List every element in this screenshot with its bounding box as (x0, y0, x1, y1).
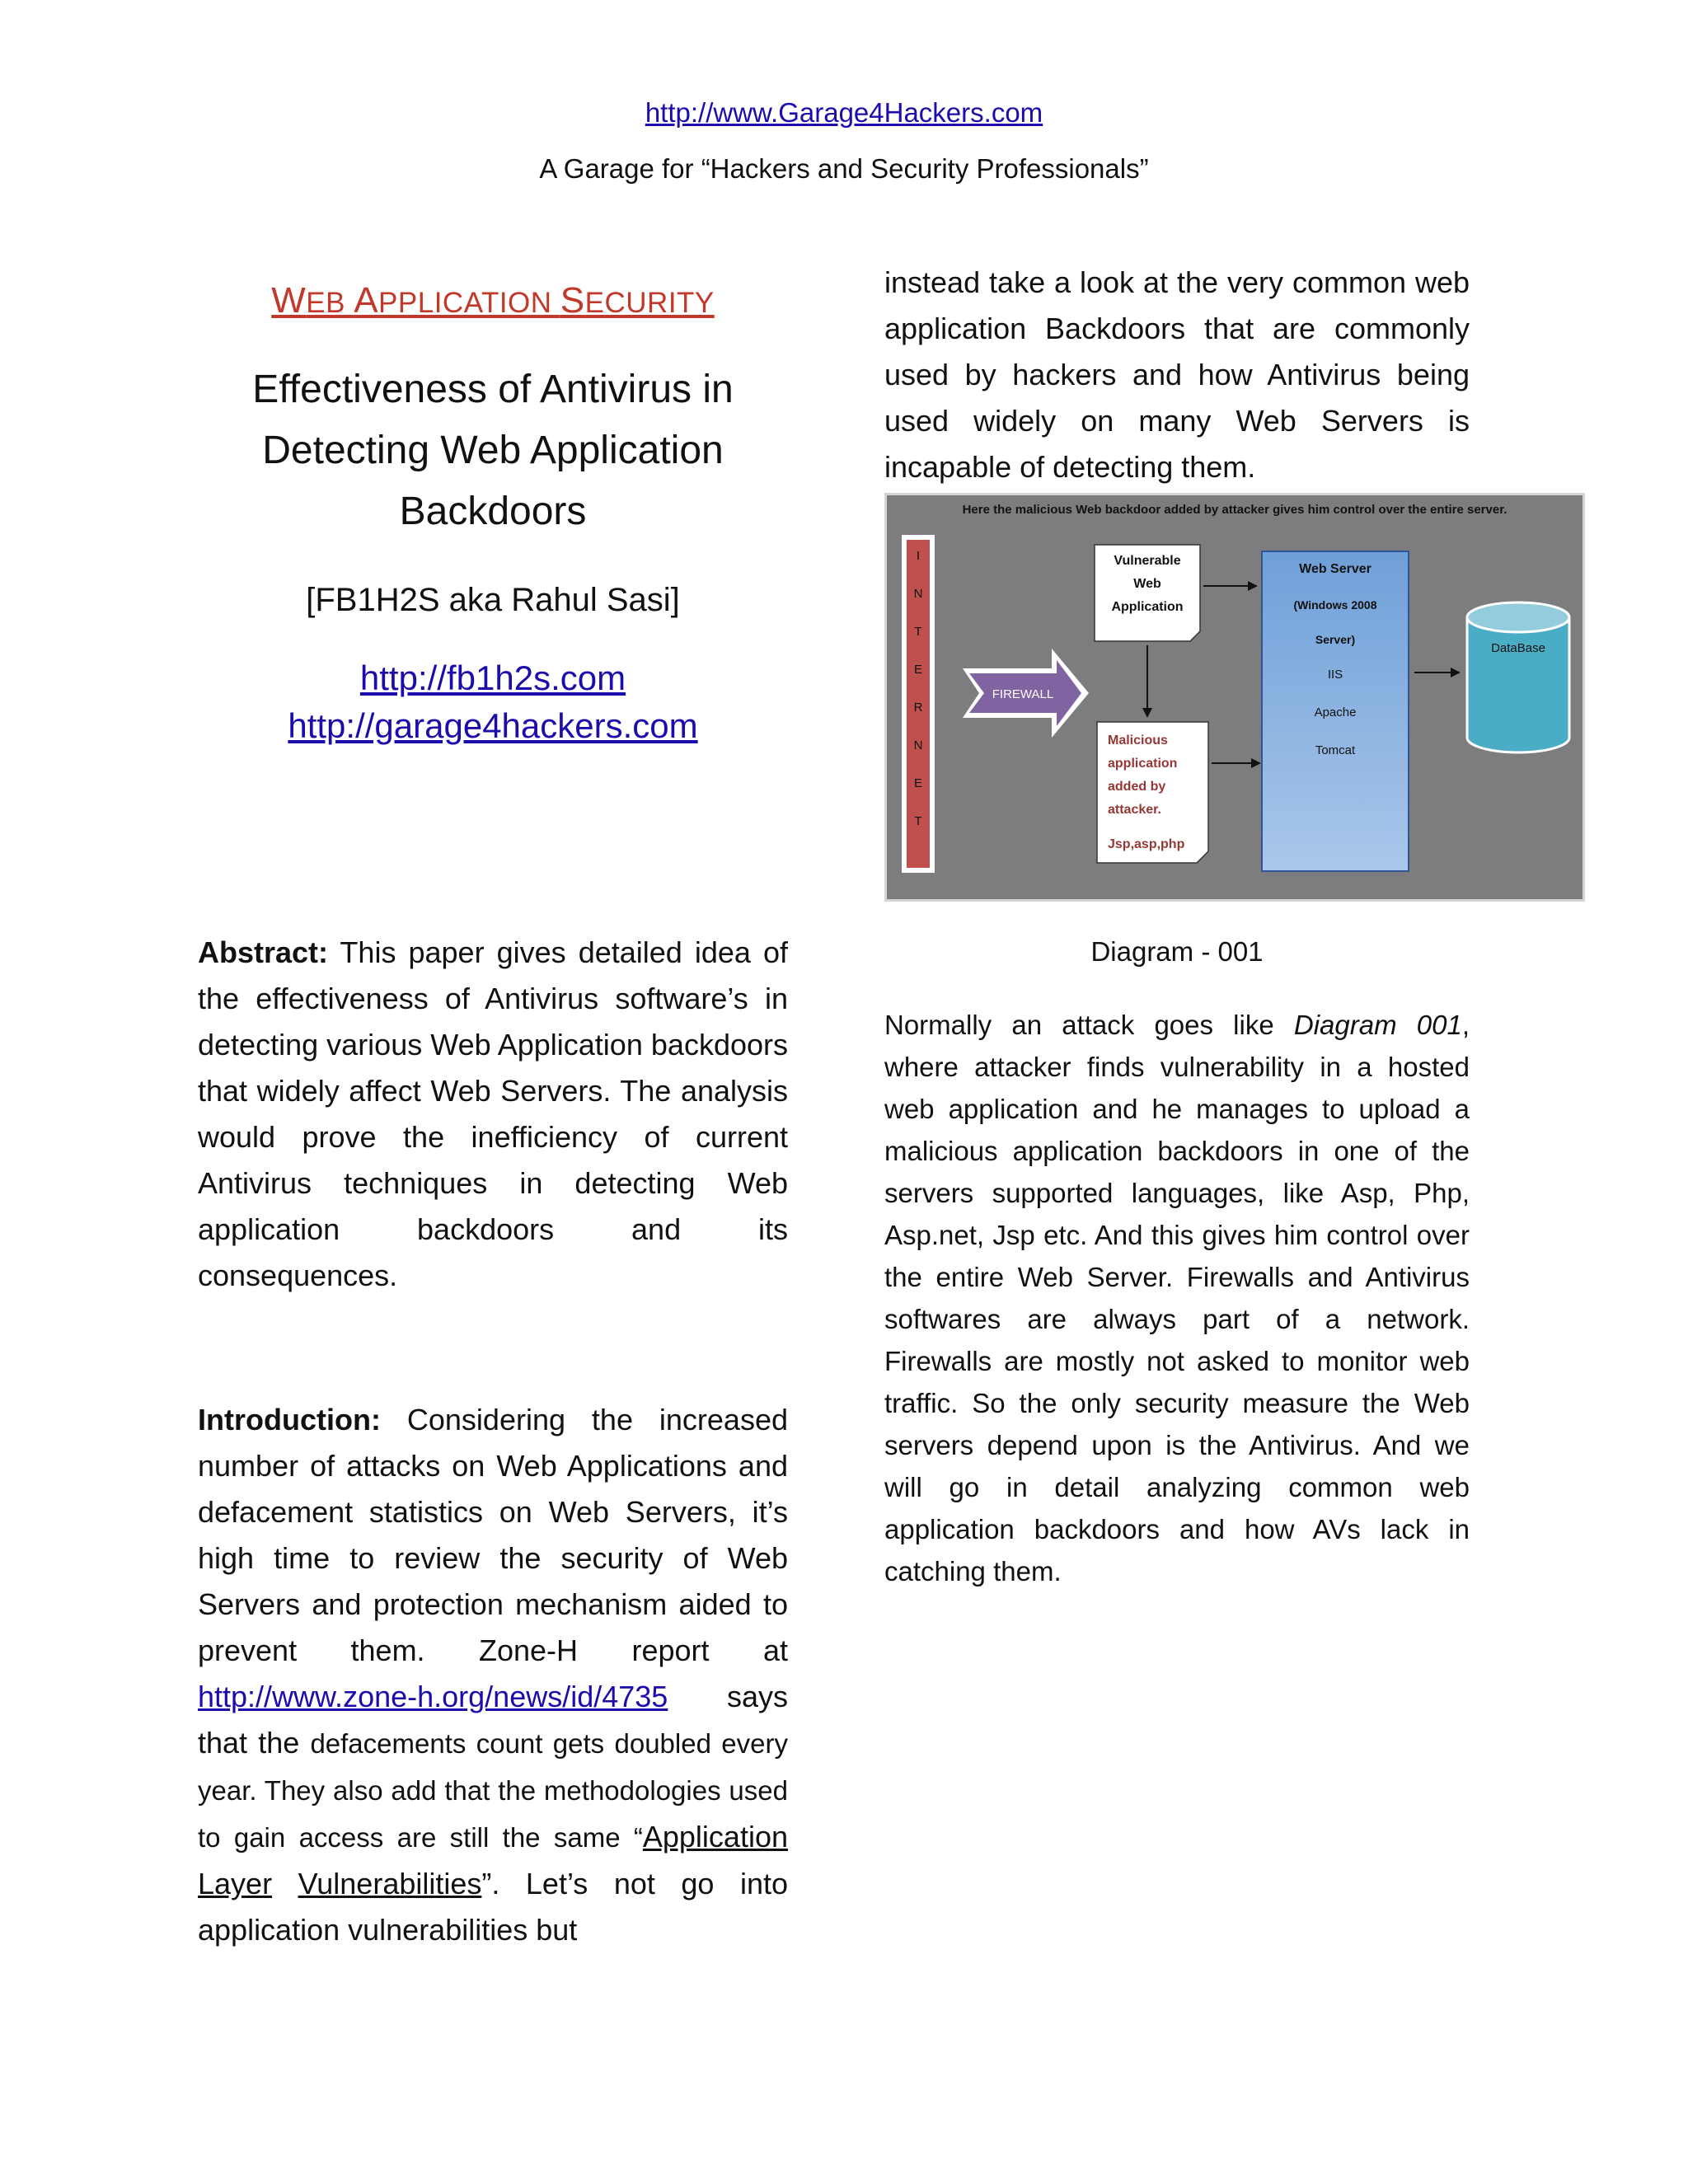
database-top (1467, 602, 1569, 632)
malicious-app-label: application (1108, 757, 1178, 771)
internet-letter: T (914, 814, 922, 828)
intro-underlined: Application (642, 1820, 788, 1854)
author: [FB1H2S aka Rahul Sasi] (306, 582, 680, 618)
database-body-fill (1468, 617, 1568, 738)
internet-letter: E (913, 776, 923, 790)
section-title-part: A (354, 280, 379, 321)
vuln-app-label: Web (1133, 577, 1161, 591)
web-server-apache: Apache (1314, 705, 1357, 719)
author-links (198, 654, 788, 750)
intro-underlined: Layer (198, 1867, 273, 1900)
abstract (198, 930, 788, 1299)
right-body-text (884, 1004, 1470, 1592)
abstract-label: Abstract: (198, 935, 329, 969)
intro-text: defacements count gets doubled every year. They also add that the methodologies used to gain access are still the same “ (198, 1728, 788, 1853)
diagram-caption: Diagram - 001 (1090, 936, 1264, 967)
vuln-app-label: Application (1111, 600, 1184, 614)
vuln-app-label: Vulnerable (1114, 554, 1181, 568)
paper-title-line: Detecting Web Application (262, 429, 724, 472)
section-title-part: S (560, 280, 585, 321)
paper-title-line: Backdoors (399, 490, 587, 533)
paper-title (198, 359, 788, 542)
intro-underlined: Vulnerabilities (298, 1867, 482, 1900)
body-italic-ref: Diagram 001 (1293, 1010, 1462, 1040)
author-link-garage4hackers[interactable]: http://garage4hackers.com (288, 706, 698, 745)
internet-letter: N (913, 738, 923, 752)
author-link-fb1h2s[interactable]: http://fb1h2s.com (359, 658, 626, 697)
abstract-text: This paper gives detailed idea of the effectiveness of Antivirus software’s in detecting various Web Application backdoors that widely affect Web Servers. The analysis would prove the inefficiency of current Antivirus techniques in detecting Web application backdoors and its consequences. (198, 935, 788, 1292)
section-title (198, 276, 788, 328)
web-server-os: Server) (1315, 633, 1356, 646)
right-top-text: instead take a look at the very common web application Backdoors that are commonly used by hackers and how Antivirus being used widely on many Web Servers is incapable of detecting them. (884, 265, 1470, 484)
malicious-app-label: Malicious (1108, 733, 1168, 748)
internet-letter: E (913, 663, 923, 677)
section-title-part: EB (306, 287, 354, 319)
web-server-iis: IIS (1327, 668, 1343, 682)
web-server-tomcat: Tomcat (1315, 743, 1356, 757)
section-title-part: ECURITY (584, 287, 715, 319)
intro-text: says that the (198, 1680, 788, 1760)
introduction (198, 1397, 788, 1953)
internet-letter: R (913, 701, 923, 715)
malicious-app-label: added by (1108, 780, 1166, 794)
body-text: , where attacker finds vulnerability in a hosted web application and he manages to upload a malicious application backdoors in one of the servers supported languages, like Asp, Php, Asp.net, Jsp etc. And this gives him control over the entire Web Server. Firewalls and Antivirus softwares are always part of a network. Firewalls are mostly not asked to monitor web traffic. So the only security measure the Web servers depend upon is the Antivirus. And we will go in detail analyzing common web application backdoors and how AVs lack in catching them. (884, 1010, 1470, 1586)
internet-letter: I (916, 549, 921, 563)
site-tagline: A Garage for “Hackers and Security Professionals” (539, 153, 1149, 184)
malicious-app-label: Jsp,asp,php (1108, 837, 1185, 851)
malicious-app-label: attacker. (1108, 803, 1161, 817)
diagram-banner: Here the malicious Web backdoor added by attacker gives him control over the entire server. (962, 503, 1507, 517)
body-text: Normally an attack goes like (884, 1010, 1294, 1040)
section-title-part: PPLICATION (378, 287, 560, 319)
database-label: DataBase (1491, 641, 1545, 655)
intro-text: ”. Let’s not go into application vulnerabilities but (198, 1867, 788, 1947)
zone-h-link[interactable]: http://www.zone-h.org/news/id/4735 (198, 1680, 668, 1713)
intro-label: Introduction: (198, 1403, 381, 1436)
web-server-title: Web Server (1299, 562, 1372, 576)
architecture-diagram (884, 493, 1585, 902)
section-title-part: W (271, 280, 307, 321)
web-server-os: (Windows 2008 (1293, 598, 1377, 612)
paper-title-line: Effectiveness of Antivirus in (252, 368, 734, 411)
firewall-label: FIREWALL (992, 687, 1054, 701)
internet-letter: N (913, 587, 923, 601)
diagram-svg (887, 495, 1582, 899)
left-column (198, 260, 788, 750)
intro-text: Considering the increased number of attacks on Web Applications and defacement statistics on Web Servers, it’s high time to review the security of Web Servers and protection mechanism aided to prevent them. Zone-H report at (198, 1403, 788, 1667)
internet-letter: T (914, 625, 922, 639)
site-link[interactable]: http://www.Garage4Hackers.com (645, 97, 1043, 128)
